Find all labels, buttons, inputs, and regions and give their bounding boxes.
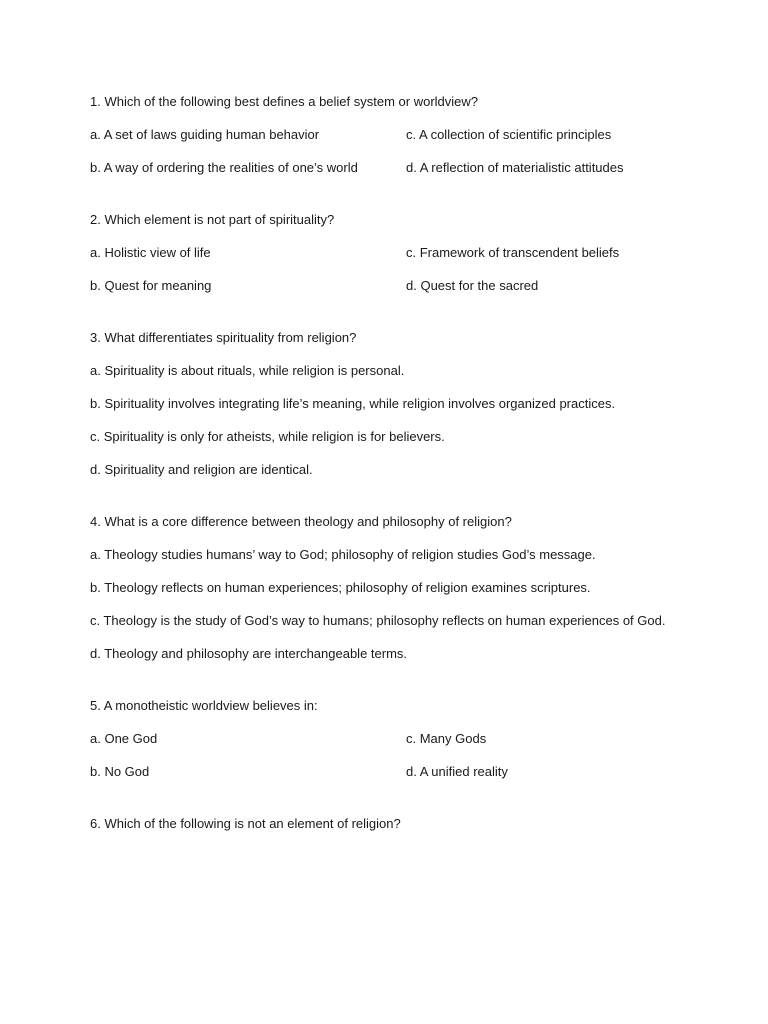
option-c: c. Framework of transcendent beliefs <box>406 245 620 260</box>
option-row <box>90 125 710 145</box>
option-row <box>90 762 710 782</box>
question-3 <box>90 328 710 480</box>
question-text: 5. A monotheistic worldview believes in: <box>90 698 318 713</box>
question-text: 6. Which of the following is not an element of religion? <box>90 816 401 831</box>
option-d: d. A unified reality <box>406 764 508 779</box>
option-b: b. No God <box>90 764 150 779</box>
option-a: a. Theology studies humans’ way to God; philosophy of religion studies God’s message. <box>90 547 596 562</box>
option-b: b. Spirituality involves integrating life’s meaning, while religion involves organized practices. <box>90 396 616 411</box>
question-text: 2. Which element is not part of spirituality? <box>90 212 335 227</box>
option-row <box>90 158 710 178</box>
question-text: 3. What differentiates spirituality from religion? <box>90 330 357 345</box>
question-2 <box>90 210 710 296</box>
option-d: d. Spirituality and religion are identical. <box>90 462 313 477</box>
question-text: 4. What is a core difference between theology and philosophy of religion? <box>90 514 512 529</box>
question-text: 1. Which of the following best defines a belief system or worldview? <box>90 94 479 109</box>
option-b: b. Theology reflects on human experiences; philosophy of religion examines scriptures. <box>90 580 591 595</box>
option-a: a. A set of laws guiding human behavior <box>90 127 320 142</box>
question-1 <box>90 92 710 178</box>
option-c: c. Theology is the study of God’s way to humans; philosophy reflects on human experiences of God. <box>90 613 666 628</box>
question-6 <box>90 814 710 834</box>
quiz-document <box>90 92 710 866</box>
option-b: b. Quest for meaning <box>90 278 212 293</box>
option-b: b. A way of ordering the realities of one’s world <box>90 160 358 175</box>
option-d: d. Quest for the sacred <box>406 278 539 293</box>
question-4 <box>90 512 710 664</box>
option-d: d. A reflection of materialistic attitudes <box>406 160 624 175</box>
option-row <box>90 276 710 296</box>
option-row <box>90 243 710 263</box>
option-a: a. One God <box>90 731 158 746</box>
option-a: a. Holistic view of life <box>90 245 211 260</box>
option-row <box>90 729 710 749</box>
option-c: c. Many Gods <box>406 731 487 746</box>
option-a: a. Spirituality is about rituals, while religion is personal. <box>90 363 405 378</box>
question-5 <box>90 696 710 782</box>
option-d: d. Theology and philosophy are interchangeable terms. <box>90 646 408 661</box>
option-c: c. A collection of scientific principles <box>406 127 612 142</box>
option-c: c. Spirituality is only for atheists, while religion is for believers. <box>90 429 445 444</box>
